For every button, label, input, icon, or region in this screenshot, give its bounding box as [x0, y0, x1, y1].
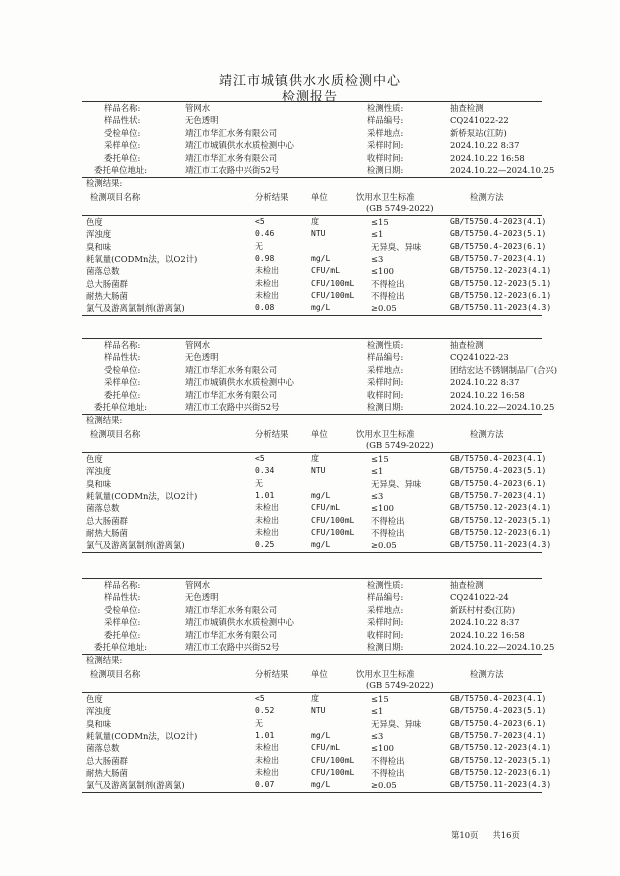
- info-bottom-rule: [82, 177, 542, 178]
- unit-cell: NTU: [311, 706, 326, 716]
- result-cell: 未检出: [255, 503, 279, 513]
- label-client-address: 委托单位地址:: [94, 165, 148, 175]
- standard-cell: ≤15: [371, 454, 389, 464]
- standard-cell: ≤3: [371, 490, 384, 501]
- unit-cell: mg/L: [311, 540, 331, 550]
- method-cell: GB/T5750.11-2023(4.3): [450, 780, 552, 790]
- value-sample-no: CQ241022-23: [450, 352, 509, 363]
- standard-cell: ≤3: [371, 730, 384, 741]
- label-sampling-site: 采样地点:: [367, 127, 404, 138]
- label-test-nature: 检测性质:: [367, 103, 404, 113]
- label-receive-time: 收样时间:: [367, 629, 404, 640]
- label-client-address: 委托单位地址:: [94, 642, 148, 652]
- standard-cell: 不得检出: [371, 767, 405, 778]
- page-number: 第10页: [451, 830, 479, 840]
- result-cell: 0.52: [255, 706, 275, 716]
- result-cell: 未检出: [255, 278, 279, 288]
- result-cell: <5: [255, 694, 265, 703]
- col-header-unit: 单位: [311, 669, 328, 679]
- results-label: 检测结果:: [86, 655, 123, 665]
- item-name: 臭和味: [86, 478, 112, 489]
- unit-cell: 度: [311, 454, 319, 463]
- method-cell: GB/T5750.12-2023(4.1): [450, 503, 552, 513]
- result-cell: <5: [255, 217, 265, 226]
- result-cell: 0.46: [255, 229, 275, 239]
- unit-cell: NTU: [311, 466, 326, 476]
- method-cell: GB/T5750.12-2023(6.1): [450, 290, 552, 300]
- method-cell: GB/T5750.11-2023(4.3): [450, 303, 552, 313]
- standard-cell: ≤15: [371, 694, 389, 704]
- label-sample-state: 样品性状:: [104, 592, 141, 603]
- label-sampling-unit: 采样单位:: [104, 617, 141, 628]
- item-name: 菌落总数: [86, 743, 120, 754]
- method-cell: GB/T5750.4-2023(5.1): [450, 706, 547, 716]
- item-name: 耐热大肠菌: [86, 767, 128, 778]
- col-header-standard: 饮用水卫生标准: [356, 429, 415, 439]
- item-name: 色度: [86, 694, 103, 704]
- result-cell: 0.08: [255, 303, 275, 313]
- value-receive-time: 2024.10.22 16:58: [450, 389, 525, 400]
- value-sample-name: 管网水: [185, 340, 211, 350]
- standard-cell: ≤1: [371, 466, 384, 477]
- standard-cell: ≤1: [371, 229, 384, 240]
- value-sample-name: 管网水: [185, 580, 211, 590]
- method-cell: GB/T5750.7-2023(4.1): [450, 490, 547, 500]
- label-inspected-unit: 受检单位:: [104, 604, 141, 615]
- value-inspected-unit: 靖江市华汇水务有限公司: [185, 364, 278, 375]
- value-client-address: 靖江市工农路中兴街52号: [185, 402, 280, 412]
- item-name: 总大肠菌群: [86, 755, 128, 766]
- item-name: 浑浊度: [86, 706, 112, 717]
- col-header-standard: 饮用水卫生标准: [356, 669, 415, 679]
- item-name: 菌落总数: [86, 266, 120, 277]
- item-name: 耗氧量(CODMn法，以O2计): [86, 253, 198, 264]
- value-client-address: 靖江市工农路中兴街52号: [185, 165, 280, 175]
- value-sampling-site: 团结宏达不锈钢制品厂(合兴): [450, 364, 558, 375]
- block-bottom-rule: [82, 315, 542, 316]
- unit-cell: CFU/mL: [311, 503, 340, 513]
- standard-cell: ≤3: [371, 253, 384, 264]
- standard-cell: ≤100: [371, 503, 395, 514]
- label-client-address: 委托单位地址:: [94, 402, 148, 412]
- col-header-standard-code: (GB 5749-2022): [366, 680, 434, 690]
- block-bottom-rule: [82, 792, 542, 793]
- value-test-date: 2024.10.22—2024.10.25: [450, 642, 555, 652]
- item-name: 总大肠菌群: [86, 515, 128, 526]
- label-test-nature: 检测性质:: [367, 340, 404, 350]
- col-header-standard-code: (GB 5749-2022): [366, 203, 434, 213]
- unit-cell: CFU/100mL: [311, 278, 355, 288]
- item-name: 浑浊度: [86, 229, 112, 240]
- standard-cell: ≥0.05: [371, 780, 397, 791]
- result-cell: 未检出: [255, 767, 279, 777]
- item-name: 耐热大肠菌: [86, 527, 128, 538]
- label-test-nature: 检测性质:: [367, 580, 404, 590]
- standard-cell: 无异臭、异味: [371, 478, 422, 489]
- value-sample-state: 无色透明: [185, 352, 219, 363]
- label-test-date: 检测日期:: [367, 165, 404, 175]
- result-cell: 未检出: [255, 755, 279, 765]
- col-header-result: 分析结果: [255, 192, 289, 202]
- unit-cell: CFU/100mL: [311, 290, 355, 300]
- value-receive-time: 2024.10.22 16:58: [450, 629, 525, 640]
- label-client-unit: 委托单位:: [104, 629, 141, 640]
- item-name: 臭和味: [86, 718, 112, 729]
- result-cell: 未检出: [255, 515, 279, 525]
- col-header-method: 检测方法: [470, 669, 504, 679]
- item-name: 色度: [86, 217, 103, 227]
- doc-title: 检测报告: [281, 90, 338, 105]
- label-sampling-time: 采样时间:: [367, 140, 404, 151]
- value-sample-no: CQ241022-22: [450, 115, 509, 126]
- method-cell: GB/T5750.7-2023(4.1): [450, 253, 547, 263]
- unit-cell: 度: [311, 694, 319, 703]
- label-sampling-time: 采样时间:: [367, 377, 404, 388]
- value-sampling-site: 新桥泵站(江防): [450, 127, 507, 138]
- col-header-unit: 单位: [311, 192, 328, 202]
- standard-cell: ≤1: [371, 706, 384, 717]
- result-cell: 0.07: [255, 780, 275, 790]
- page-total: 共16页: [492, 830, 520, 840]
- method-cell: GB/T5750.4-2023(6.1): [450, 718, 547, 728]
- value-inspected-unit: 靖江市华汇水务有限公司: [185, 604, 278, 615]
- unit-cell: NTU: [311, 229, 326, 239]
- value-test-nature: 抽查检测: [450, 103, 484, 113]
- standard-cell: ≤15: [371, 217, 389, 227]
- result-cell: 0.34: [255, 466, 275, 476]
- result-cell: 无: [255, 478, 263, 488]
- result-cell: <5: [255, 454, 265, 463]
- value-sampling-time: 2024.10.22 8:37: [450, 617, 520, 628]
- label-client-unit: 委托单位:: [104, 389, 141, 400]
- unit-cell: CFU/100mL: [311, 527, 355, 537]
- unit-cell: 度: [311, 217, 319, 226]
- label-sampling-unit: 采样单位:: [104, 140, 141, 151]
- standard-cell: 不得检出: [371, 290, 405, 301]
- result-cell: 1.01: [255, 730, 275, 740]
- method-cell: GB/T5750.12-2023(5.1): [450, 278, 552, 288]
- page-footer: [451, 829, 534, 841]
- value-inspected-unit: 靖江市华汇水务有限公司: [185, 127, 278, 138]
- org-title: 靖江市城镇供水水质检测中心: [218, 74, 401, 89]
- value-test-nature: 抽查检测: [450, 580, 484, 590]
- item-name: 氯气及游离氯制剂(游离氯): [86, 540, 185, 551]
- value-sampling-unit: 靖江市城镇供水水质检测中心: [185, 617, 294, 628]
- result-cell: 0.25: [255, 540, 275, 550]
- value-client-address: 靖江市工农路中兴街52号: [185, 642, 280, 652]
- label-inspected-unit: 受检单位:: [104, 127, 141, 138]
- label-sampling-unit: 采样单位:: [104, 377, 141, 388]
- item-name: 耐热大肠菌: [86, 290, 128, 301]
- item-name: 氯气及游离氯制剂(游离氯): [86, 303, 185, 314]
- unit-cell: mg/L: [311, 303, 331, 313]
- unit-cell: CFU/100mL: [311, 767, 355, 777]
- result-cell: 0.98: [255, 253, 275, 263]
- col-header-unit: 单位: [311, 429, 328, 439]
- method-cell: GB/T5750.12-2023(4.1): [450, 743, 552, 753]
- standard-cell: 无异臭、异味: [371, 718, 422, 729]
- standard-cell: ≥0.05: [371, 303, 397, 314]
- item-name: 菌落总数: [86, 503, 120, 514]
- result-cell: 无: [255, 718, 263, 728]
- col-header-result: 分析结果: [255, 669, 289, 679]
- value-sampling-unit: 靖江市城镇供水水质检测中心: [185, 140, 294, 151]
- method-cell: GB/T5750.4-2023(4.1): [450, 454, 547, 463]
- unit-cell: CFU/100mL: [311, 755, 355, 765]
- standard-cell: 不得检出: [371, 515, 405, 526]
- item-name: 耗氧量(CODMn法，以O2计): [86, 490, 198, 501]
- value-sampling-site: 新跃村村委(江防): [450, 604, 516, 615]
- unit-cell: CFU/mL: [311, 743, 340, 753]
- method-cell: GB/T5750.4-2023(5.1): [450, 229, 547, 239]
- value-sample-no: CQ241022-24: [450, 592, 509, 603]
- method-cell: GB/T5750.4-2023(5.1): [450, 466, 547, 476]
- value-sampling-unit: 靖江市城镇供水水质检测中心: [185, 377, 294, 388]
- col-header-result: 分析结果: [255, 429, 289, 439]
- method-cell: GB/T5750.12-2023(4.1): [450, 266, 552, 276]
- label-client-unit: 委托单位:: [104, 152, 141, 163]
- value-client-unit: 靖江市华汇水务有限公司: [185, 389, 278, 400]
- method-cell: GB/T5750.11-2023(4.3): [450, 540, 552, 550]
- result-cell: 未检出: [255, 527, 279, 537]
- method-cell: GB/T5750.4-2023(6.1): [450, 478, 547, 488]
- label-sample-state: 样品性状:: [104, 352, 141, 363]
- label-test-date: 检测日期:: [367, 402, 404, 412]
- value-test-date: 2024.10.22—2024.10.25: [450, 165, 555, 175]
- value-sampling-time: 2024.10.22 8:37: [450, 140, 520, 151]
- label-inspected-unit: 受检单位:: [104, 364, 141, 375]
- info-bottom-rule: [82, 654, 542, 655]
- method-cell: GB/T5750.12-2023(5.1): [450, 515, 552, 525]
- item-name: 耗氧量(CODMn法，以O2计): [86, 730, 198, 741]
- value-sample-name: 管网水: [185, 103, 211, 113]
- label-sampling-site: 采样地点:: [367, 364, 404, 375]
- value-client-unit: 靖江市华汇水务有限公司: [185, 152, 278, 163]
- result-cell: 无: [255, 241, 263, 251]
- unit-cell: mg/L: [311, 780, 331, 790]
- col-header-method: 检测方法: [470, 429, 504, 439]
- unit-cell: mg/L: [311, 730, 331, 740]
- item-name: 总大肠菌群: [86, 278, 128, 289]
- standard-cell: 不得检出: [371, 755, 405, 766]
- label-sample-no: 样品编号:: [367, 115, 404, 126]
- method-cell: GB/T5750.4-2023(6.1): [450, 241, 547, 251]
- value-receive-time: 2024.10.22 16:58: [450, 152, 525, 163]
- method-cell: GB/T5750.12-2023(5.1): [450, 755, 552, 765]
- value-test-date: 2024.10.22—2024.10.25: [450, 402, 555, 412]
- method-cell: GB/T5750.4-2023(4.1): [450, 694, 547, 703]
- unit-cell: CFU/100mL: [311, 515, 355, 525]
- unit-cell: CFU/mL: [311, 266, 340, 276]
- standard-cell: ≤100: [371, 266, 395, 277]
- method-cell: GB/T5750.7-2023(4.1): [450, 730, 547, 740]
- standard-cell: 无异臭、异味: [371, 241, 422, 252]
- col-header-method: 检测方法: [470, 192, 504, 202]
- results-label: 检测结果:: [86, 415, 123, 425]
- label-sample-no: 样品编号:: [367, 592, 404, 603]
- col-header-item: 检测项目名称: [90, 192, 141, 202]
- block-bottom-rule: [82, 552, 542, 553]
- unit-cell: mg/L: [311, 253, 331, 263]
- method-cell: GB/T5750.4-2023(4.1): [450, 217, 547, 226]
- item-name: 浑浊度: [86, 466, 112, 477]
- result-cell: 1.01: [255, 490, 275, 500]
- standard-cell: 不得检出: [371, 278, 405, 289]
- info-bottom-rule: [82, 414, 542, 415]
- method-cell: GB/T5750.12-2023(6.1): [450, 767, 552, 777]
- label-receive-time: 收样时间:: [367, 389, 404, 400]
- col-header-item: 检测项目名称: [90, 669, 141, 679]
- result-cell: 未检出: [255, 290, 279, 300]
- label-test-date: 检测日期:: [367, 642, 404, 652]
- label-sample-no: 样品编号:: [367, 352, 404, 363]
- value-sampling-time: 2024.10.22 8:37: [450, 377, 520, 388]
- label-sample-name: 样品名称:: [104, 340, 141, 350]
- item-name: 臭和味: [86, 241, 112, 252]
- standard-cell: 不得检出: [371, 527, 405, 538]
- item-name: 色度: [86, 454, 103, 464]
- value-test-nature: 抽查检测: [450, 340, 484, 350]
- label-receive-time: 收样时间:: [367, 152, 404, 163]
- value-sample-state: 无色透明: [185, 115, 219, 126]
- value-client-unit: 靖江市华汇水务有限公司: [185, 629, 278, 640]
- item-name: 氯气及游离氯制剂(游离氯): [86, 780, 185, 791]
- col-header-standard: 饮用水卫生标准: [356, 192, 415, 202]
- label-sampling-site: 采样地点:: [367, 604, 404, 615]
- result-cell: 未检出: [255, 743, 279, 753]
- standard-cell: ≥0.05: [371, 540, 397, 551]
- col-header-item: 检测项目名称: [90, 429, 141, 439]
- results-label: 检测结果:: [86, 178, 123, 188]
- label-sampling-time: 采样时间:: [367, 617, 404, 628]
- unit-cell: mg/L: [311, 490, 331, 500]
- result-cell: 未检出: [255, 266, 279, 276]
- value-sample-state: 无色透明: [185, 592, 219, 603]
- method-cell: GB/T5750.12-2023(6.1): [450, 527, 552, 537]
- col-header-standard-code: (GB 5749-2022): [366, 440, 434, 450]
- label-sample-name: 样品名称:: [104, 580, 141, 590]
- standard-cell: ≤100: [371, 743, 395, 754]
- label-sample-state: 样品性状:: [104, 115, 141, 126]
- label-sample-name: 样品名称:: [104, 103, 141, 113]
